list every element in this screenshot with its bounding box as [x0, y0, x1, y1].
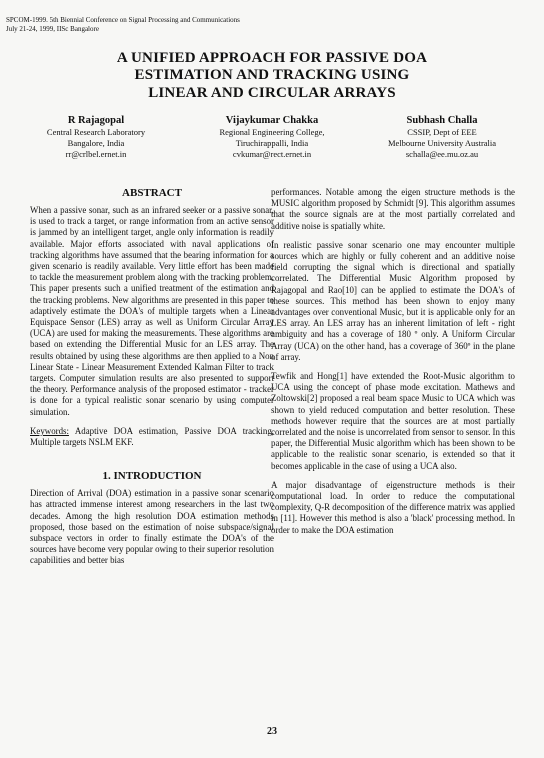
- keywords-text: Adaptive DOA estimation, Passive DOA tracking, Multiple targets NSLM EKF.: [30, 425, 274, 448]
- paragraph: Tewfik and Hong[1] have extended the Root-Music algorithm to UCA using the concept of phase mode excitation. Mathews and Zoltowski[2] proposed a real beam space Music to UCA which was shown to yield reduced computation and better resolution. These methods however require that the sources are at most partially correlated and the noise is uncorrelated from sensor to sensor. In this paper, the Differential Music algorithm which has been shown to be applicable to the realistic sonar scenario, is extended so that it becomes applicable in the case of using a UCA also.: [271, 371, 515, 471]
- author-block: [182, 114, 362, 160]
- author-name: R Rajagopal: [67, 115, 125, 126]
- right-column: [271, 187, 515, 544]
- introduction-text: Direction of Arrival (DOA) estimation in a passive sonar scenario has attracted immense interest among researchers in the last two decades. Among the high resolution DOA estimation methods proposed, those based on the estimation of noise subspace/signal subspace vectors in order to finally estimate the DOA's of the sources have become very popular owing to their superior resolution capabilities and better bias: [30, 488, 274, 566]
- paper-title-line-3: LINEAR AND CIRCULAR ARRAYS: [148, 85, 396, 101]
- paper-title-line-2: ESTIMATION AND TRACKING USING: [134, 67, 410, 83]
- author-location: Bangalore, India: [67, 138, 125, 148]
- paragraph: performances. Notable among the eigen structure methods is the MUSIC algorithm proposed by Schmidt [9]. This algorithm assumes that the source signals are at the most partially correlated and additive noise is spatially white.: [271, 187, 515, 231]
- author-name: Vijaykumar Chakka: [225, 115, 319, 126]
- author-affiliation: CSSIP, Dept of EEE: [407, 127, 477, 137]
- author-email: cvkumar@rect.ernet.in: [232, 149, 312, 159]
- keywords-label: Keywords:: [30, 425, 69, 436]
- author-block: [6, 114, 186, 160]
- paragraph: In realistic passive sonar scenario one may encounter multiple sources which are highly or fully coherent and an additive noise field corrupting the signal which is directional and spatially correlated. The Differential Music Algorithm proposed by Rajagopal and Rao[10] can be applied to estimate the DOA's of these sources. This method has been shown to enjoy many advantages over conventional Music, but it is applicable only for an LES array. An LES array has an inherent limitation of left - right ambiguity and has a coverage of 180 º only. A Uniform Circular Array (UCA) on the other hand, has a coverage of 360º in the plane of array.: [271, 239, 515, 362]
- author-location: Tiruchirappalli, India: [235, 138, 309, 148]
- conference-date: July 21-24, 1999, IISc Bangalore: [6, 25, 99, 33]
- keywords: [30, 426, 274, 448]
- author-email: rr@crlbel.ernet.in: [65, 149, 127, 159]
- left-column: [30, 187, 274, 575]
- author-location: Melbourne University Australia: [387, 138, 497, 148]
- author-affiliation: Regional Engineering College,: [219, 127, 325, 137]
- author-affiliation: Central Research Laboratory: [46, 127, 146, 137]
- page-number: 23: [267, 726, 277, 737]
- paragraph: A major disadvantage of eigenstructure methods is their computational load. In order to reduce the computational complexity, Q-R decomposition of the difference matrix was applied in [11]. However this method is also a 'black' processing method. In order to make the DOA estimation: [271, 479, 515, 535]
- introduction-heading: 1. INTRODUCTION: [102, 470, 202, 483]
- abstract-heading: ABSTRACT: [122, 187, 182, 199]
- author-block: [352, 114, 532, 160]
- paper-title-line-1: A UNIFIED APPROACH FOR PASSIVE DOA: [116, 50, 428, 66]
- abstract-text: When a passive sonar, such as an infrared seeker or a passive sonar, is used to track a target, or range information from an active sensor is jammed by an intelligent target, angle only information is readily available. Major efforts associated with naval applications of tracking algorithms have assumed that the bearing information for a given scenario is readily available. Very little effort has been made to tackle the measurement problem along with the tracking problem. This paper presents such a unified treatment of the estimation and the tracking problems. New algorithms are presented in this paper to adaptively estimate the DOA's of multiple targets when a Linear Equispace Sensor (LES) array as well as Uniform Circular Array (UCA) are used for making the measurements. These algorithms are based on extending the Differential Music for an LES array. The results obtained by using these algorithms are then applied to a Non Linear State - Linear Measurement Extended Kalman Filter to track targets. Computer simulation results are also presented to support the theory. Performance analysis of the proposed estimator - tracker is done for a typical realistic sonar scenario by using computer simulation.: [30, 205, 274, 417]
- conference-header: SPCOM-1999. 5th Biennial Conference on Signal Processing and Communications: [6, 16, 240, 24]
- author-email: schalla@ee.mu.oz.au: [405, 149, 479, 159]
- author-name: Subhash Challa: [406, 115, 478, 126]
